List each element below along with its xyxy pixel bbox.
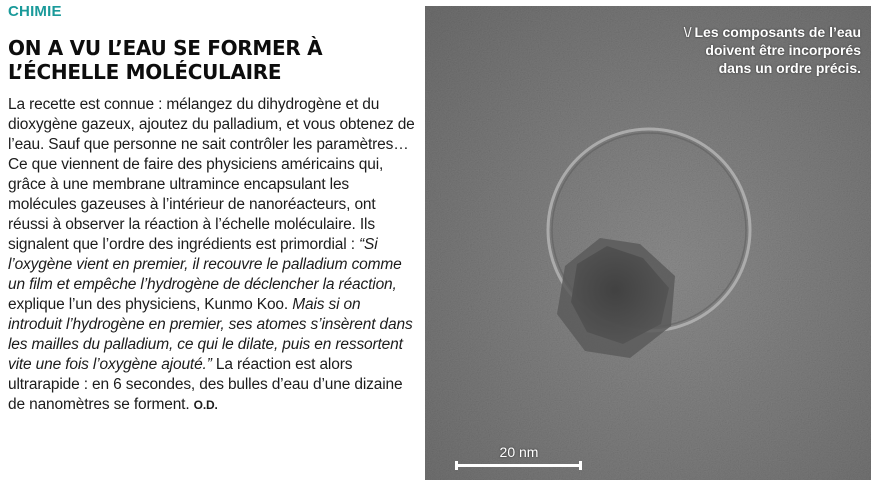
quote-part-1: “Si l’oxygène vient en premier, il recouvre le palladium comme un film et empêche l’hydrogène de déclencher la réaction, [8,236,402,293]
body-end: La réaction est alors ultrarapide : en 6 secondes, des bulles d’eau d’une dizaine de nanomètres se forment. [8,356,403,413]
author-signature: O.D. [193,398,218,412]
caption-text: Les composants de l’eau doivent être incorporés dans un ordre précis. [694,24,861,76]
article-body [8,95,416,415]
section-label: CHIMIE [8,3,62,20]
microscope-photo [425,6,871,480]
body-middle: explique l’un des physiciens, Kunmo Koo. [8,296,293,313]
tem-image [425,6,871,480]
photo-caption [681,23,861,77]
scale-bar [455,464,582,467]
caption-arrow-icon: \/ [683,24,692,40]
article-headline: ON A VU L’EAU SE FORMER À L’ÉCHELLE MOLÉCULAIRE [8,36,323,84]
scale-bar-label: 20 nm [499,444,539,460]
body-intro: La recette est connue : mélangez du dihydrogène et du dioxygène gazeux, ajoutez du palladium, et vous obtenez de l’eau. Sauf que personne ne sait contrôler les paramètres… Ce que viennent de faire des physiciens américains qui, grâce à une membrane ultramince encapsulant les molécules gazeuses à l’intérieur de nanoréacteurs, ont réussi à observer la réaction à l’échelle moléculaire. Ils signalent que l’ordre des ingrédients est primordial : [8,96,415,253]
quote-part-2: Mais si on introduit l’hydrogène en premier, ses atomes s’insèrent dans les mailles du palladium, ce qui le dilate, puis en ressortent vite une fois l’oxygène ajouté.” [8,296,413,373]
